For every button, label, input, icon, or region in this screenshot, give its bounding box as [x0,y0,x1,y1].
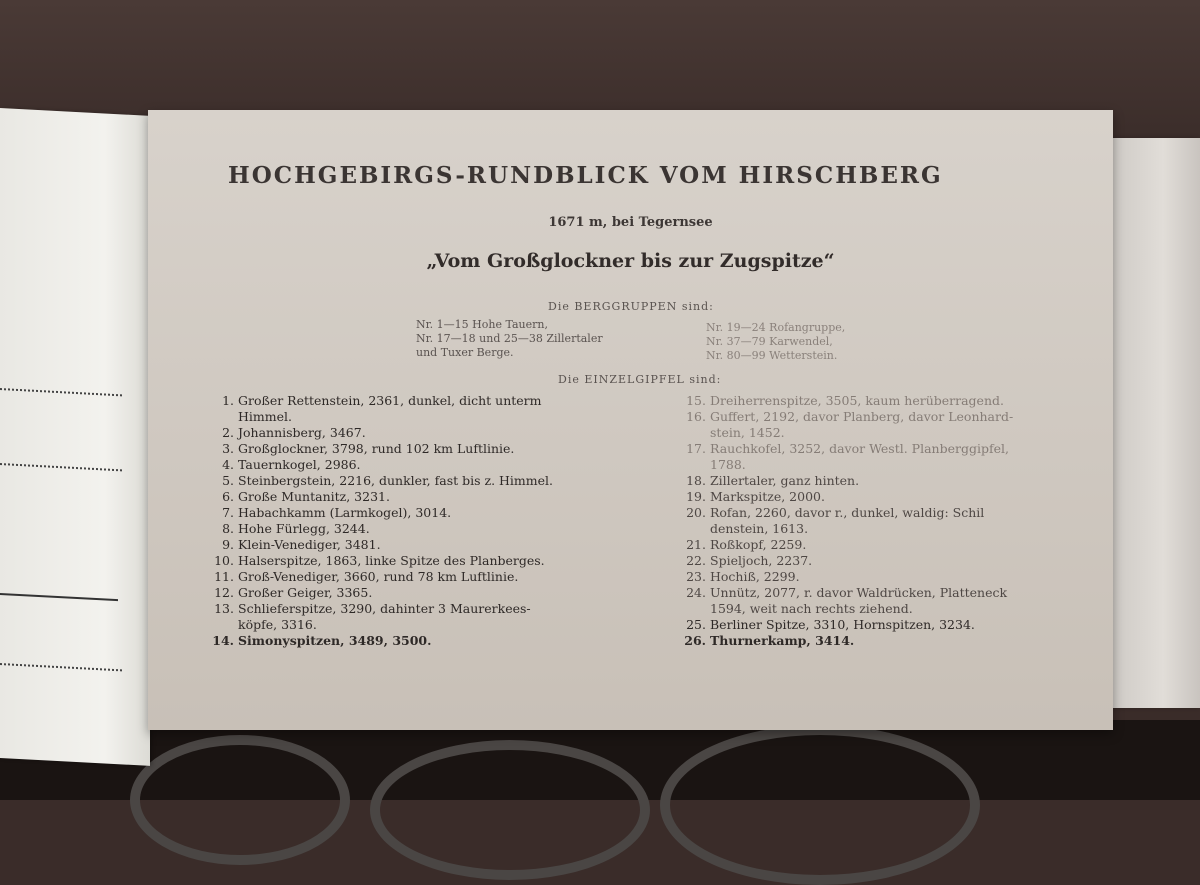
peak-number: 21. [686,537,706,552]
list-item [678,505,1108,521]
peak-text: Roßkopf, 2259. [710,537,807,552]
peak-number: 12. [214,585,234,600]
peak-text: Simonyspitzen, 3489, 3500. [238,633,432,648]
group-line: und Tuxer Berge. [416,346,514,359]
peak-text: Hochiß, 2299. [710,569,800,584]
list-item [206,425,676,441]
peak-text: Zillertaler, ganz hinten. [710,473,860,488]
list-item [678,633,1108,649]
list-item [678,457,1108,473]
peak-number: 20. [686,505,706,520]
peak-text: denstein, 1613. [710,521,809,536]
peak-text: Berliner Spitze, 3310, Hornspitzen, 3234. [710,617,975,632]
list-item [206,441,676,457]
peak-number: 23. [686,569,706,584]
list-item [206,473,676,489]
peak-number: 2. [222,425,234,440]
group-line: Nr. 17—18 und 25—38 Zillertaler [416,332,603,345]
peak-text: Tauernkogel, 2986. [238,457,361,472]
peaks-list-right [678,393,1108,649]
list-item [678,601,1108,617]
list-item [678,585,1108,601]
list-item [206,569,676,585]
peak-number: 7. [222,505,234,520]
decorative-ring [130,735,350,865]
peak-number: 19. [686,489,706,504]
decorative-ring [660,725,980,885]
peak-text: köpfe, 3316. [238,617,317,632]
list-item [206,457,676,473]
peak-text: Großer Geiger, 3365. [238,585,373,600]
list-item [206,601,676,617]
peak-text: Rauchkofel, 3252, davor Westl. Planberggipfel, [710,441,1009,456]
peak-text: Spieljoch, 2237. [710,553,813,568]
peak-text: Große Muntanitz, 3231. [238,489,390,504]
peak-text: Himmel. [238,409,292,424]
left-folded-panel [0,108,150,766]
list-item [678,489,1108,505]
list-item [678,553,1108,569]
peak-number: 25. [686,617,706,632]
peak-text: Rofan, 2260, davor r., dunkel, waldig: Schil [710,505,985,520]
list-item [678,617,1108,633]
list-item [678,569,1108,585]
peak-text: Unnütz, 2077, r. davor Waldrücken, Platteneck [710,585,1008,600]
list-item [206,537,676,553]
peak-number: 8. [222,521,234,536]
peak-number: 3. [222,441,234,456]
peak-text: Johannisberg, 3467. [238,425,366,440]
peak-number: 14. [212,633,234,648]
list-item [678,425,1108,441]
group-line: Nr. 1—15 Hohe Tauern, [416,318,548,331]
right-folded-panel [1108,138,1200,708]
peak-text: 1594, weit nach rechts ziehend. [710,601,913,616]
peak-number: 9. [222,537,234,552]
list-item [678,409,1108,425]
peak-text: Habachkamm (Larmkogel), 3014. [238,505,452,520]
list-item [678,473,1108,489]
peak-number: 16. [686,409,706,424]
peaks-heading: Die EINZELGIPFEL sind: [558,373,722,386]
list-item [678,537,1108,553]
address-line [0,388,122,396]
peak-number: 11. [214,569,234,584]
list-item [678,393,1108,409]
peak-text: Guffert, 2192, davor Planberg, davor Leonhard- [710,409,1014,424]
groups-heading: Die BERGGRUPPEN sind: [548,300,714,313]
peak-number: 13. [214,601,234,616]
document-subtitle: 1671 m, bei Tegernsee [548,215,713,230]
peak-number: 6. [222,489,234,504]
peak-number: 10. [214,553,234,568]
list-item [678,441,1108,457]
peak-number: 18. [686,473,706,488]
peak-text: Schlieferspitze, 3290, dahinter 3 Maurerkees- [238,601,531,616]
list-item [206,617,676,633]
list-item [678,521,1108,537]
list-item [206,505,676,521]
list-item [206,409,676,425]
list-item [206,553,676,569]
peak-number: 26. [684,633,706,648]
peak-text: Dreiherrenspitze, 3505, kaum herüberragend. [710,393,1004,408]
postcard-sheet [148,110,1113,730]
peak-text: Großer Rettenstein, 2361, dunkel, dicht unterm [238,393,542,408]
peak-text: Hohe Fürlegg, 3244. [238,521,370,536]
peak-text: 1788. [710,457,746,472]
peak-number: 22. [686,553,706,568]
peak-number: 24. [686,585,706,600]
peak-text: stein, 1452. [710,425,785,440]
peak-text: Markspitze, 2000. [710,489,825,504]
address-line [0,663,122,671]
peak-text: Halserspitze, 1863, linke Spitze des Planberges. [238,553,545,568]
address-line [0,593,118,601]
list-item [206,633,676,649]
list-item [206,489,676,505]
peak-number: 4. [222,457,234,472]
peak-number: 1. [222,393,234,408]
list-item [206,521,676,537]
peak-number: 17. [686,441,706,456]
peak-number: 5. [222,473,234,488]
decorative-ring [370,740,650,880]
group-line: Nr. 80—99 Wetterstein. [706,349,838,362]
group-line: Nr. 37—79 Karwendel, [706,335,833,348]
peak-text: Steinbergstein, 2216, dunkler, fast bis z. Himmel. [238,473,554,488]
peaks-list-left [206,393,676,649]
peak-number: 15. [686,393,706,408]
list-item [206,393,676,409]
peak-text: Groß-Venediger, 3660, rund 78 km Luftlinie. [238,569,519,584]
background-table [0,720,1200,800]
list-item [206,585,676,601]
group-line: Nr. 19—24 Rofangruppe, [706,321,846,334]
peak-text: Thurnerkamp, 3414. [710,633,855,648]
peak-text: Klein-Venediger, 3481. [238,537,381,552]
document-title: HOCHGEBIRGS-RUNDBLICK VOM HIRSCHBERG [228,162,943,189]
document-quote: „Vom Großglockner bis zur Zugspitze“ [426,250,835,272]
address-line [0,463,122,471]
peak-text: Großglockner, 3798, rund 102 km Luftlinie. [238,441,515,456]
